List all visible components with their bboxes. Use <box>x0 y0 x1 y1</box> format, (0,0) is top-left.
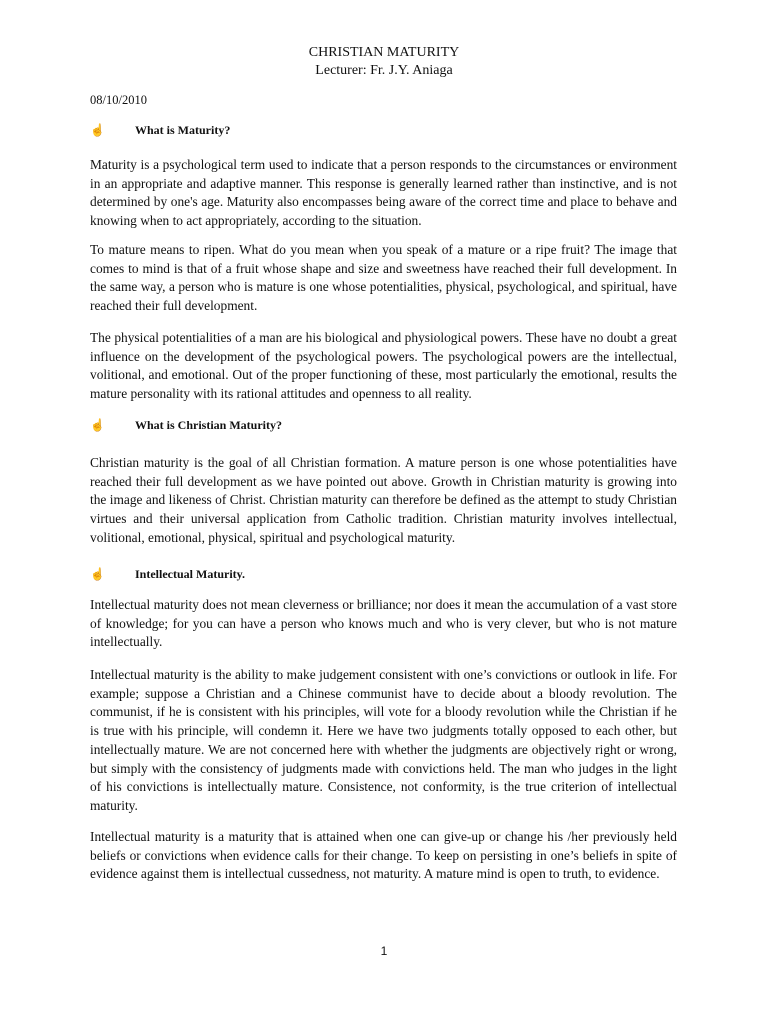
paragraph-4: Christian maturity is the goal of all Christian formation. A mature person is one whose potentialities have reached their full development as we have pointed out above. Growth in Christian maturity is growing into the image and likeness of Christ. Christian maturity can therefore be defined as the attempt to study Christian virtues and their universal application from Catholic tradition. Christian maturity involves intellectual, volitional, emotional, physical, spiritual and psychological maturity. <box>90 455 677 545</box>
pointing-hand-icon: ☝ <box>90 123 105 137</box>
heading-text: What is Maturity? <box>135 123 231 137</box>
paragraph-2: To mature means to ripen. What do you mean when you speak of a mature or a ripe fruit? The image that comes to mind is that of a fruit whose shape and size and sweetness have reached their full development. In the same way, a person who is mature is one whose potentialities, physical, psychological, and spiritual, have reached their full development. <box>90 242 677 314</box>
heading-what-is-maturity <box>90 123 230 138</box>
heading-what-is-christian-maturity <box>90 418 282 433</box>
heading-text: What is Christian Maturity? <box>135 418 282 432</box>
pointing-hand-icon: ☝ <box>90 418 105 432</box>
lecturer-line: Lecturer: Fr. J.Y. Aniaga <box>315 63 453 78</box>
page-number: 1 <box>380 944 388 958</box>
paragraph-5: Intellectual maturity does not mean cleverness or brilliance; nor does it mean the accumulation of a vast store of knowledge; for you can have a person who knows much and who is very clever, but who is not mature intellectually. <box>90 597 677 650</box>
heading-intellectual-maturity <box>90 567 245 582</box>
document-date: 08/10/2010 <box>90 93 147 107</box>
paragraph-6: Intellectual maturity is the ability to make judgement consistent with one’s convictions or outlook in life. For example; suppose a Christian and a Chinese communist have to decide about a bloody revolution. The communist, if he is consistent with his principles, will vote for a bloody revolution while the Christian if he is true with his principle, will condemn it. Here we have two judgments totally opposed to each other, but intellectually mature. We are not concerned here with whether the judgments are objectively right or wrong, but simply with the consistency of judgments made with convictions held. The man who judges in the light of his convictions is intellectually mature. Consistence, not conformity, is the true criterion of intellectual maturity. <box>90 667 677 813</box>
document-header <box>0 44 768 80</box>
paragraph-1: Maturity is a psychological term used to indicate that a person responds to the circumstances or environment in an appropriate and adaptive manner. This response is generally learned rather than instinctive, and is not determined by one's age. Maturity also encompasses being aware of the correct time and place to behave and knowing when to act appropriately, according to the situation. <box>90 157 677 229</box>
paragraph-3: The physical potentialities of a man are his biological and physiological powers. These have no doubt a great influence on the development of the psychological powers. The psychological powers are the intellectual, volitional, and emotional. Out of the proper functioning of these, most particularly the emotional, results the mature personality with its rational attitudes and openness to all reality. <box>90 330 677 402</box>
paragraph-7: Intellectual maturity is a maturity that is attained when one can give-up or change his /her previously held beliefs or convictions when evidence calls for their change. To keep on persisting in one’s beliefs in spite of evidence against them is intellectual cussedness, not maturity. A mature mind is open to truth, to evidence. <box>90 829 677 882</box>
pointing-hand-icon: ☝ <box>90 567 105 581</box>
document-title: CHRISTIAN MATURITY <box>308 45 460 60</box>
heading-text: Intellectual Maturity. <box>135 567 245 581</box>
